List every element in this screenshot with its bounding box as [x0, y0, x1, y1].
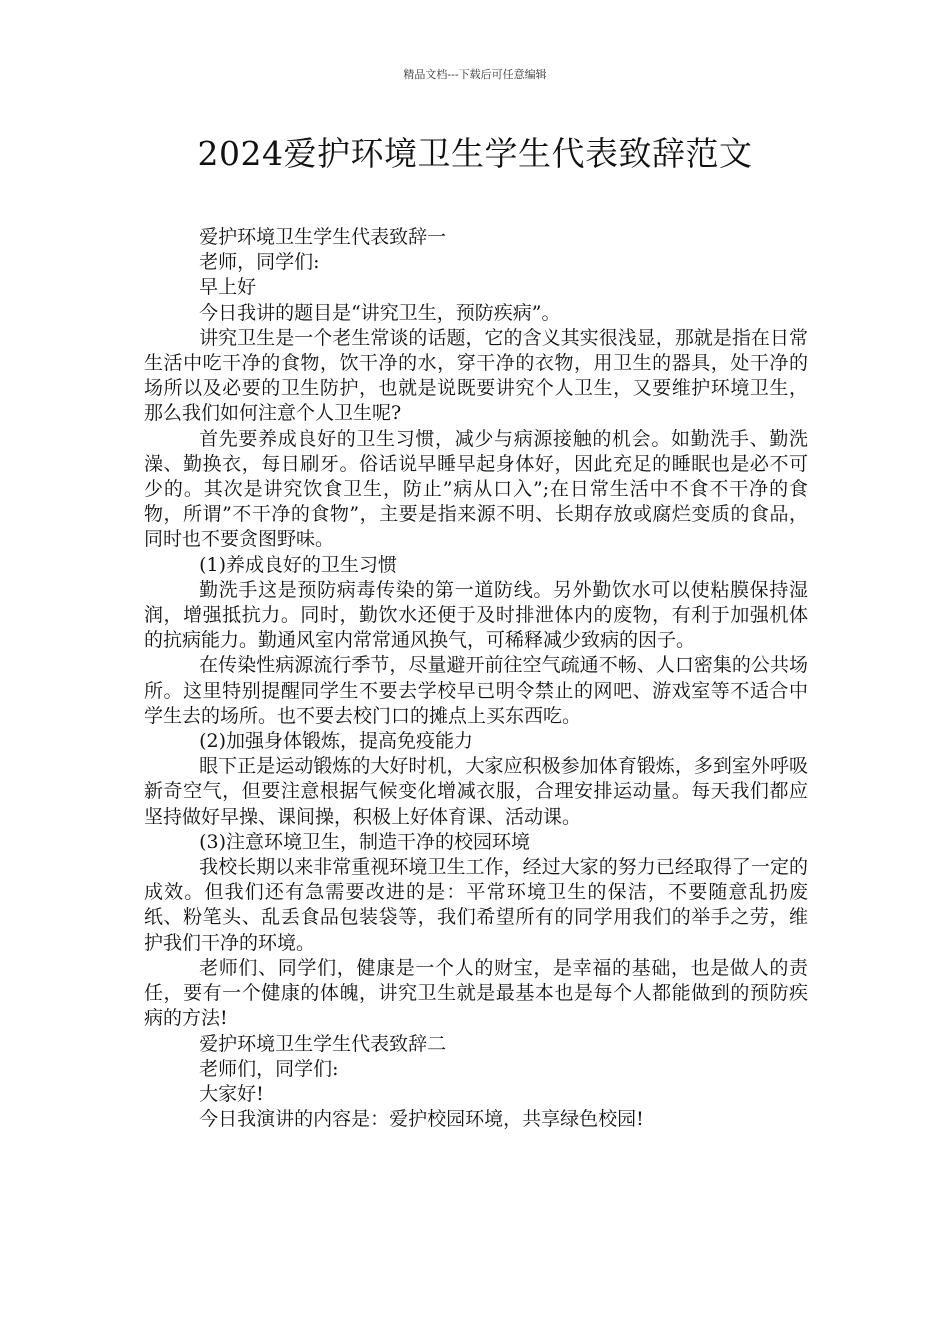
paragraph: (1)养成良好的卫生习惯	[199, 553, 398, 576]
paragraph: 今日我讲的题目是“讲究卫生，预防疾病”。	[199, 301, 561, 324]
paragraph: 早上好	[199, 276, 257, 299]
paragraph: (2)加强身体锻炼，提高免疫能力	[199, 730, 474, 753]
paragraph: (3)注意环境卫生，制造干净的校园环境	[199, 830, 531, 853]
paragraph: 大家好!	[199, 1082, 264, 1105]
paragraph: 老师，同学们:	[199, 251, 320, 274]
paragraph: 讲究卫生是一个老生常谈的话题，它的含义其实很浅显，那就是指在日常生活中吃干净的食物，饮干净的水，穿干净的衣物，用卫生的器具，处干净的场所以及必要的卫生防护，也就是说既要讲究个人卫生，又要维护环境卫生，那么我们如何注意个人卫生呢?	[144, 326, 808, 425]
paragraph: 在传染性病源流行季节，尽量避开前往空气疏通不畅、人口密集的公共场所。这里特别提醒同学生不要去学校早已明令禁止的网吧、游戏室等不适合中学生去的场所。也不要去校门口的摊点上买东西吃。	[144, 654, 808, 727]
paragraph: 爱护环境卫生学生代表致辞二	[199, 1032, 447, 1055]
paragraph: 爱护环境卫生学生代表致辞一	[199, 226, 447, 248]
paragraph: 眼下正是运动锻炼的大好时机，大家应积极参加体育锻炼，多到室外呼吸新奇空气，但要注意根据气候变化增减衣服，合理安排运动量。每天我们都应坚持做好早操、课间操，积极上好体育课、活动课。	[144, 755, 808, 828]
header-note: 精品文档---下载后可任意编辑	[403, 68, 547, 81]
paragraph: 今日我演讲的内容是：爱护校园环境，共享绿色校园!	[199, 1108, 644, 1131]
paragraph: 老师们，同学们:	[199, 1057, 339, 1080]
paragraph: 我校长期以来非常重视环境卫生工作，经过大家的努力已经取得了一定的成效。但我们还有急需要改进的是：平常环境卫生的保洁，不要随意乱扔废纸、粉笔头、乱丢食品包装袋等，我们希望所有的同学用我们的举手之劳，维护我们干净的环境。	[144, 856, 808, 954]
document-body	[144, 225, 808, 1132]
paragraph: 首先要养成良好的卫生习惯，减少与病源接触的机会。如勤洗手、勤洗澡、勤换衣，每日刷牙。俗话说早睡早起身体好，因此充足的睡眠也是必不可少的。其次是讲究饮食卫生，防止”病从口入”;在日常生活中不食不干净的食物，所谓”不干净的食物”，主要是指来源不明、长期存放或腐烂变质的食品，同时也不要贪图野味。	[144, 427, 808, 551]
paragraph: 勤洗手这是预防病毒传染的第一道防线。另外勤饮水可以使粘膜保持湿润，增强抵抗力。同时，勤饮水还便于及时排泄体内的废物，有利于加强机体的抗病能力。勤通风室内常常通风换气，可稀释减少致病的因子。	[144, 578, 808, 652]
document-title: 2024爱护环境卫生学生代表致辞范文	[197, 134, 753, 173]
paragraph: 老师们、同学们，健康是一个人的财宝，是幸福的基础，也是做人的责任，要有一个健康的体魄，讲究卫生就是最基本也是每个人都能做到的预防疾病的方法!	[144, 956, 808, 1030]
